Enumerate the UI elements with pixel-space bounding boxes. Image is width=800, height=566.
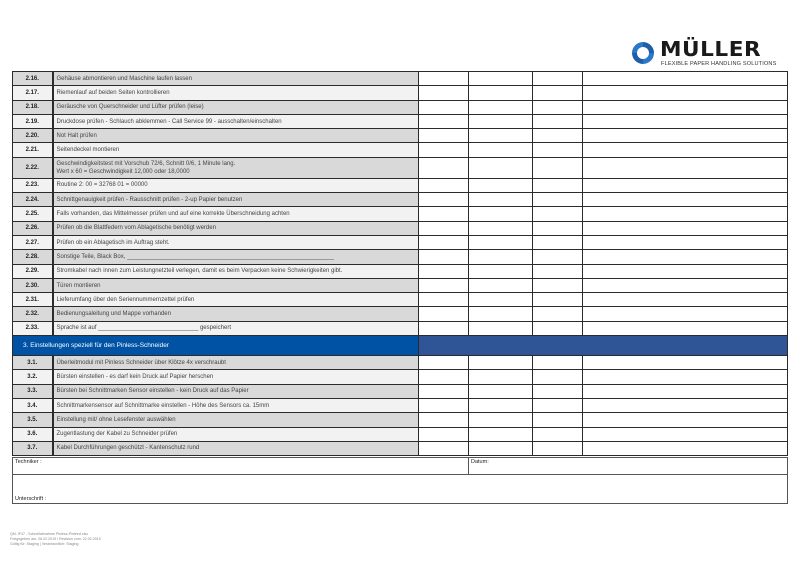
item-number: 3.5. <box>13 413 53 427</box>
section-title: 3. Einstellungen speziell für den Pinless-Schneider <box>13 336 419 356</box>
check-cell[interactable] <box>533 427 583 441</box>
checklist-row <box>13 427 788 441</box>
checklist-row <box>13 129 788 143</box>
item-description: Falls vorhanden, das Mittelmesser prüfen und auf eine korrekte Überschneidung achten <box>53 207 419 221</box>
check-cell[interactable] <box>533 178 583 192</box>
checklist-row <box>13 384 788 398</box>
item-number: 2.28. <box>13 250 53 264</box>
checklist-row <box>13 235 788 249</box>
check-cell[interactable] <box>419 86 469 100</box>
item-number: 3.6. <box>13 427 53 441</box>
item-number: 2.27. <box>13 235 53 249</box>
check-cell[interactable] <box>533 235 583 249</box>
check-cell[interactable] <box>469 193 533 207</box>
item-number: 2.16. <box>13 72 53 86</box>
item-description: Sprache ist auf ______________________________ gespeichert <box>53 321 419 335</box>
check-cell[interactable] <box>419 321 469 335</box>
check-cell[interactable] <box>469 427 533 441</box>
check-cell[interactable] <box>419 413 469 427</box>
check-cell[interactable] <box>419 278 469 292</box>
item-number: 2.18. <box>13 100 53 114</box>
item-number: 3.7. <box>13 441 53 455</box>
check-cell[interactable] <box>533 129 583 143</box>
check-cell[interactable] <box>469 250 533 264</box>
remark-cell[interactable] <box>583 86 788 100</box>
remark-cell[interactable] <box>583 427 788 441</box>
technician-field[interactable] <box>13 458 469 475</box>
checklist-row <box>13 356 788 370</box>
item-number: 3.1. <box>13 356 53 370</box>
check-cell[interactable] <box>533 86 583 100</box>
check-cell[interactable] <box>533 143 583 157</box>
brand-name: MÜLLER <box>660 37 762 61</box>
check-cell[interactable] <box>533 321 583 335</box>
remark-cell[interactable] <box>583 235 788 249</box>
check-cell[interactable] <box>533 356 583 370</box>
item-number: 2.22. <box>13 157 53 178</box>
remark-cell[interactable] <box>583 413 788 427</box>
check-cell[interactable] <box>419 72 469 86</box>
checklist-row <box>13 221 788 235</box>
check-cell[interactable] <box>419 384 469 398</box>
signature-field[interactable] <box>13 475 788 504</box>
remark-cell[interactable] <box>583 207 788 221</box>
check-cell[interactable] <box>469 413 533 427</box>
item-number: 3.2. <box>13 370 53 384</box>
remark-cell[interactable] <box>583 278 788 292</box>
check-cell[interactable] <box>533 278 583 292</box>
checklist-row <box>13 114 788 128</box>
check-cell[interactable] <box>469 370 533 384</box>
check-cell[interactable] <box>469 307 533 321</box>
item-description: Türen montieren <box>53 278 419 292</box>
check-cell[interactable] <box>469 235 533 249</box>
remark-cell[interactable] <box>583 157 788 178</box>
section-header-fill <box>419 336 788 356</box>
check-cell[interactable] <box>419 114 469 128</box>
date-field[interactable] <box>469 458 788 475</box>
checklist-table <box>12 71 788 456</box>
checklist-row <box>13 193 788 207</box>
item-number: 2.29. <box>13 264 53 278</box>
check-cell[interactable] <box>419 129 469 143</box>
item-number: 3.3. <box>13 384 53 398</box>
document-footer <box>10 532 101 547</box>
item-number: 2.25. <box>13 207 53 221</box>
item-number: 3.4. <box>13 398 53 412</box>
item-description: Überleitmodul mit Pinless Schneider über Klötze 4x verschraubt <box>53 356 419 370</box>
remark-cell[interactable] <box>583 129 788 143</box>
check-cell[interactable] <box>469 384 533 398</box>
remark-cell[interactable] <box>583 100 788 114</box>
checklist-row <box>13 264 788 278</box>
check-cell[interactable] <box>419 398 469 412</box>
item-description: Bürsten einstellen - es darf kein Druck auf Papier herschen <box>53 370 419 384</box>
check-cell[interactable] <box>533 72 583 86</box>
item-number: 2.17. <box>13 86 53 100</box>
company-logo <box>630 37 777 70</box>
check-cell[interactable] <box>533 100 583 114</box>
check-cell[interactable] <box>469 398 533 412</box>
check-cell[interactable] <box>419 427 469 441</box>
check-cell[interactable] <box>419 356 469 370</box>
check-cell[interactable] <box>469 221 533 235</box>
item-description <box>53 157 419 178</box>
check-cell[interactable] <box>419 441 469 455</box>
check-cell[interactable] <box>419 178 469 192</box>
item-description: Prüfen ob die Blattfedern vom Ablagetische benötigt werden <box>53 221 419 235</box>
item-description: Kabel Durchführungen geschützt - Kantenschutz rund <box>53 441 419 455</box>
footer-line-1: QM: IF47 - Schnellabnahme Pinless-Pinfeed.xlsx <box>10 532 89 536</box>
check-cell[interactable] <box>469 72 533 86</box>
remark-cell[interactable] <box>583 321 788 335</box>
item-number: 2.31. <box>13 293 53 307</box>
check-cell[interactable] <box>533 307 583 321</box>
check-cell[interactable] <box>469 100 533 114</box>
item-description: Geräusche von Querschneider und Lüfter prüfen (leise) <box>53 100 419 114</box>
item-number: 2.24. <box>13 193 53 207</box>
check-cell[interactable] <box>419 207 469 221</box>
swirl-logo-icon <box>630 40 656 66</box>
signature-table <box>12 457 788 504</box>
checklist-row <box>13 100 788 114</box>
check-cell[interactable] <box>533 413 583 427</box>
check-cell[interactable] <box>469 356 533 370</box>
item-description-line1: Geschwindigkeitstest mit Vorschub 72/6, Schnitt 0/6, 1 Minute lang. <box>56 160 236 167</box>
check-cell[interactable] <box>469 441 533 455</box>
check-cell[interactable] <box>469 321 533 335</box>
remark-cell[interactable] <box>583 178 788 192</box>
remark-cell[interactable] <box>583 193 788 207</box>
remark-cell[interactable] <box>583 398 788 412</box>
checklist-row <box>13 178 788 192</box>
check-cell[interactable] <box>419 264 469 278</box>
item-description: Prüfen ob ein Ablagetisch im Auftrag steht. <box>53 235 419 249</box>
check-cell[interactable] <box>419 293 469 307</box>
signature-label: Unterschrift : <box>15 496 47 502</box>
check-cell[interactable] <box>533 293 583 307</box>
check-cell[interactable] <box>419 250 469 264</box>
checklist-row <box>13 307 788 321</box>
check-cell[interactable] <box>419 193 469 207</box>
remark-cell[interactable] <box>583 143 788 157</box>
item-number: 2.30. <box>13 278 53 292</box>
item-number: 2.26. <box>13 221 53 235</box>
item-description-line2: Wert x 60 = Geschwindigkeit 12,000 oder 18,0000 <box>56 168 190 175</box>
check-cell[interactable] <box>533 157 583 178</box>
footer-line-2: Freigegeben am: 26.02.2019 / Revision vom: 22.02.2019 <box>10 537 101 541</box>
check-cell[interactable] <box>419 157 469 178</box>
item-description: Zugentlastung der Kabel zu Schneider prüfen <box>53 427 419 441</box>
remark-cell[interactable] <box>583 250 788 264</box>
checklist-row <box>13 278 788 292</box>
checklist-row <box>13 86 788 100</box>
section-header <box>13 336 788 356</box>
check-cell[interactable] <box>419 235 469 249</box>
checklist-row <box>13 157 788 178</box>
check-cell[interactable] <box>533 264 583 278</box>
check-cell[interactable] <box>469 178 533 192</box>
check-cell[interactable] <box>533 370 583 384</box>
item-description: Stromkabel nach innen zum Leistungnetzteil verlegen, damit es beim Verpacken keine Schwierigkeiten gibt. <box>53 264 419 278</box>
check-cell[interactable] <box>533 114 583 128</box>
item-description: Routine 2: 00 = 32768 01 = 00000 <box>53 178 419 192</box>
footer-line-3: Gültig für: Staging | Verantwortlich: Staging <box>10 542 79 546</box>
item-description: Druckdose prüfen - Schlauch abklemmen - Call Service 99 - ausschalten/einschalten <box>53 114 419 128</box>
remark-cell[interactable] <box>583 264 788 278</box>
check-cell[interactable] <box>419 100 469 114</box>
remark-cell[interactable] <box>583 307 788 321</box>
check-cell[interactable] <box>419 221 469 235</box>
check-cell[interactable] <box>419 143 469 157</box>
technician-label: Techniker : <box>15 459 42 465</box>
remark-cell[interactable] <box>583 221 788 235</box>
check-cell[interactable] <box>533 384 583 398</box>
check-cell[interactable] <box>469 278 533 292</box>
check-cell[interactable] <box>469 114 533 128</box>
check-cell[interactable] <box>533 221 583 235</box>
remark-cell[interactable] <box>583 370 788 384</box>
checklist-row <box>13 293 788 307</box>
checklist-row <box>13 398 788 412</box>
remark-cell[interactable] <box>583 441 788 455</box>
checklist-row <box>13 207 788 221</box>
item-description: Schnittmarkensensor auf Schnittmarke einstellen - Höhe des Sensors ca. 15mm <box>53 398 419 412</box>
date-label: Datum: <box>471 459 489 465</box>
check-cell[interactable] <box>469 86 533 100</box>
item-description: Seitendeckel montieren <box>53 143 419 157</box>
checklist-row <box>13 72 788 86</box>
check-cell[interactable] <box>533 398 583 412</box>
item-number: 2.23. <box>13 178 53 192</box>
check-cell[interactable] <box>419 307 469 321</box>
item-number: 2.20. <box>13 129 53 143</box>
remark-cell[interactable] <box>583 114 788 128</box>
check-cell[interactable] <box>533 193 583 207</box>
brand-tagline: FLEXIBLE PAPER HANDLING SOLUTIONS <box>661 61 777 67</box>
item-description: Not Halt prüfen <box>53 129 419 143</box>
checklist-row <box>13 370 788 384</box>
check-cell[interactable] <box>533 207 583 221</box>
checklist-row <box>13 413 788 427</box>
remark-cell[interactable] <box>583 356 788 370</box>
item-number: 2.33. <box>13 321 53 335</box>
check-cell[interactable] <box>469 129 533 143</box>
item-description: Sonstige Teile, Black Box, ______________________________________________________________ <box>53 250 419 264</box>
check-cell[interactable] <box>469 157 533 178</box>
check-cell[interactable] <box>469 143 533 157</box>
item-description: Einstellung mit/ ohne Lesefenster auswählen <box>53 413 419 427</box>
item-description: Lieferumfang über den Seriennummernzettel prüfen <box>53 293 419 307</box>
item-description: Bedienungsaleitung und Mappe vorhanden <box>53 307 419 321</box>
check-cell[interactable] <box>469 293 533 307</box>
check-cell[interactable] <box>469 207 533 221</box>
checklist-row <box>13 321 788 335</box>
remark-cell[interactable] <box>583 384 788 398</box>
item-number: 2.32. <box>13 307 53 321</box>
item-number: 2.19. <box>13 114 53 128</box>
check-cell[interactable] <box>533 441 583 455</box>
check-cell[interactable] <box>419 370 469 384</box>
check-cell[interactable] <box>533 250 583 264</box>
checklist-row <box>13 250 788 264</box>
check-cell[interactable] <box>469 264 533 278</box>
item-description: Schnittgenauigkeit prüfen - Rausschnitt prüfen - 2-up Papier benutzen <box>53 193 419 207</box>
item-description: Bürsten bei Schnittmarken Sensor einstellen - kein Druck auf das Papier <box>53 384 419 398</box>
item-description: Gehäuse abmontieren und Maschine laufen lassen <box>53 72 419 86</box>
remark-cell[interactable] <box>583 72 788 86</box>
item-number: 2.21. <box>13 143 53 157</box>
item-description: Riemenlauf auf beiden Seiten kontrollieren <box>53 86 419 100</box>
checklist-row <box>13 441 788 455</box>
remark-cell[interactable] <box>583 293 788 307</box>
checklist-row <box>13 143 788 157</box>
